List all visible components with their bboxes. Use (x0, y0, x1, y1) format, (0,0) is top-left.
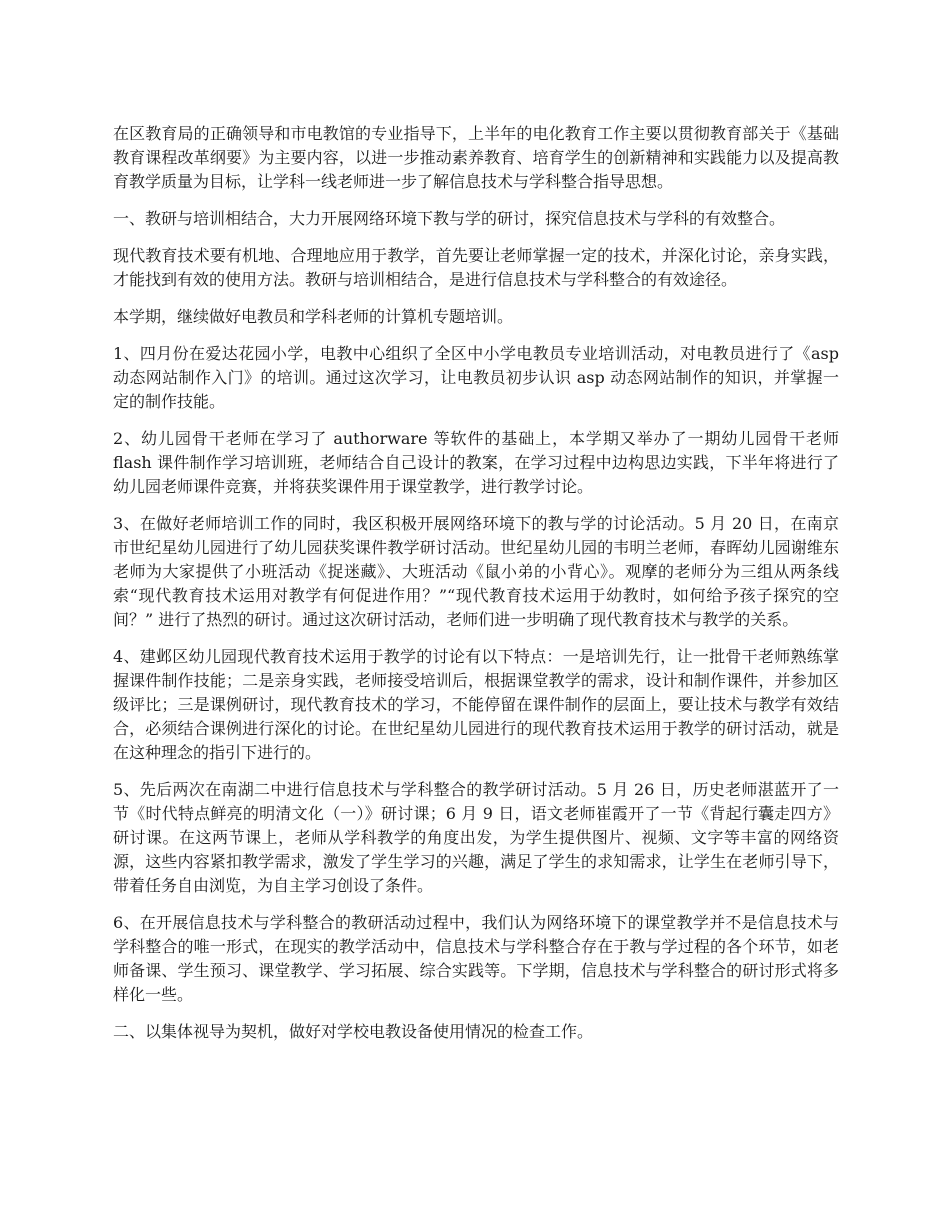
list-item-1: 1、四月份在爱达花园小学，电教中心组织了全区中小学电教员专业培训活动，对电教员进行了《asp 动态网站制作入门》的培训。通过这次学习，让电教员初步认识 asp 动态网站制作的知识，并掌握一定的制作技能。 (113, 344, 839, 411)
list-item-2: 2、幼儿园骨干老师在学习了 authorware 等软件的基础上，本学期又举办了一期幼儿园骨干老师 flash 课件制作学习培训班，老师结合自己设计的教案，在学习过程中边构思边实践，下半年将进行了幼儿园老师课件竞赛，并将获奖课件用于课堂教学，进行教学讨论。 (113, 429, 839, 496)
section-heading-1: 一、教研与培训相结合，大力开展网络环境下教与学的研讨，探究信息技术与学科的有效整合。 (113, 209, 786, 228)
document-body (113, 122, 839, 1057)
list-item-4: 4、建邺区幼儿园现代教育技术运用于教学的讨论有以下特点：一是培训先行，让一批骨干老师熟练掌握课件制作技能；二是亲身实践，老师接受培训后，根据课堂教学的需求，设计和制作课件，并参加区级评比；三是课例研讨，现代教育技术的学习，不能停留在课件制作的层面上，要让技术与教学有效结合，必须结合课例进行深化的讨论。在世纪星幼儿园进行的现代教育技术运用于教学的研讨活动，就是在这种理念的指引下进行的。 (113, 647, 839, 762)
body-paragraph: 本学期，继续做好电教员和学科老师的计算机专题培训。 (113, 307, 514, 326)
list-item-6: 6、在开展信息技术与学科整合的教研活动过程中，我们认为网络环境下的课堂教学并不是信息技术与学科整合的唯一形式，在现实的教学活动中，信息技术与学科整合存在于教与学过程的各个环节，如老师备课、学生预习、课堂教学、学习拓展、综合实践等。下学期，信息技术与学科整合的研讨形式将多样化一些。 (113, 913, 839, 1004)
section-heading-2: 二、以集体视导为契机，做好对学校电教设备使用情况的检查工作。 (113, 1022, 594, 1041)
intro-paragraph: 在区教育局的正确领导和市电教馆的专业指导下，上半年的电化教育工作主要以贯彻教育部关于《基础教育课程改革纲要》为主要内容，以进一步推动素养教育、培育学生的创新精神和实践能力以及提高教育教学质量为目标，让学科一线老师进一步了解信息技术与学科整合指导思想。 (113, 124, 839, 191)
list-item-3: 3、在做好老师培训工作的同时，我区积极开展网络环境下的教与学的讨论活动。5 月 20 日，在南京市世纪星幼儿园进行了幼儿园获奖课件教学研讨活动。世纪星幼儿园的韦明兰老师，春晖幼儿园谢维东老师为大家提供了小班活动《捉迷藏》、大班活动《鼠小弟的小背心》。观摩的老师分为三组从两条线索“现代教育技术运用对教学有何促进作用？”“现代教育技术运用于幼教时，如何给予孩子探究的空间？” 进行了热烈的研讨。通过这次研讨活动，老师们进一步明确了现代教育技术与教学的关系。 (113, 514, 839, 629)
body-paragraph: 现代教育技术要有机地、合理地应用于教学，首先要让老师掌握一定的技术，并深化讨论，亲身实践，才能找到有效的使用方法。教研与培训相结合，是进行信息技术与学科整合的有效途径。 (113, 246, 839, 289)
list-item-5: 5、先后两次在南湖二中进行信息技术与学科整合的教学研讨活动。5 月 26 日，历史老师湛蓝开了一节《时代特点鲜亮的明清文化（一）》研讨课；6 月 9 日，语文老师崔霞开了一节《背起行囊走四方》研讨课。在这两节课上，老师从学科教学的角度出发，为学生提供图片、视频、文字等丰富的网络资源，这些内容紧扣教学需求，激发了学生学习的兴趣，满足了学生的求知需求，让学生在老师引导下，带着任务自由浏览，为自主学习创设了条件。 (113, 780, 839, 895)
